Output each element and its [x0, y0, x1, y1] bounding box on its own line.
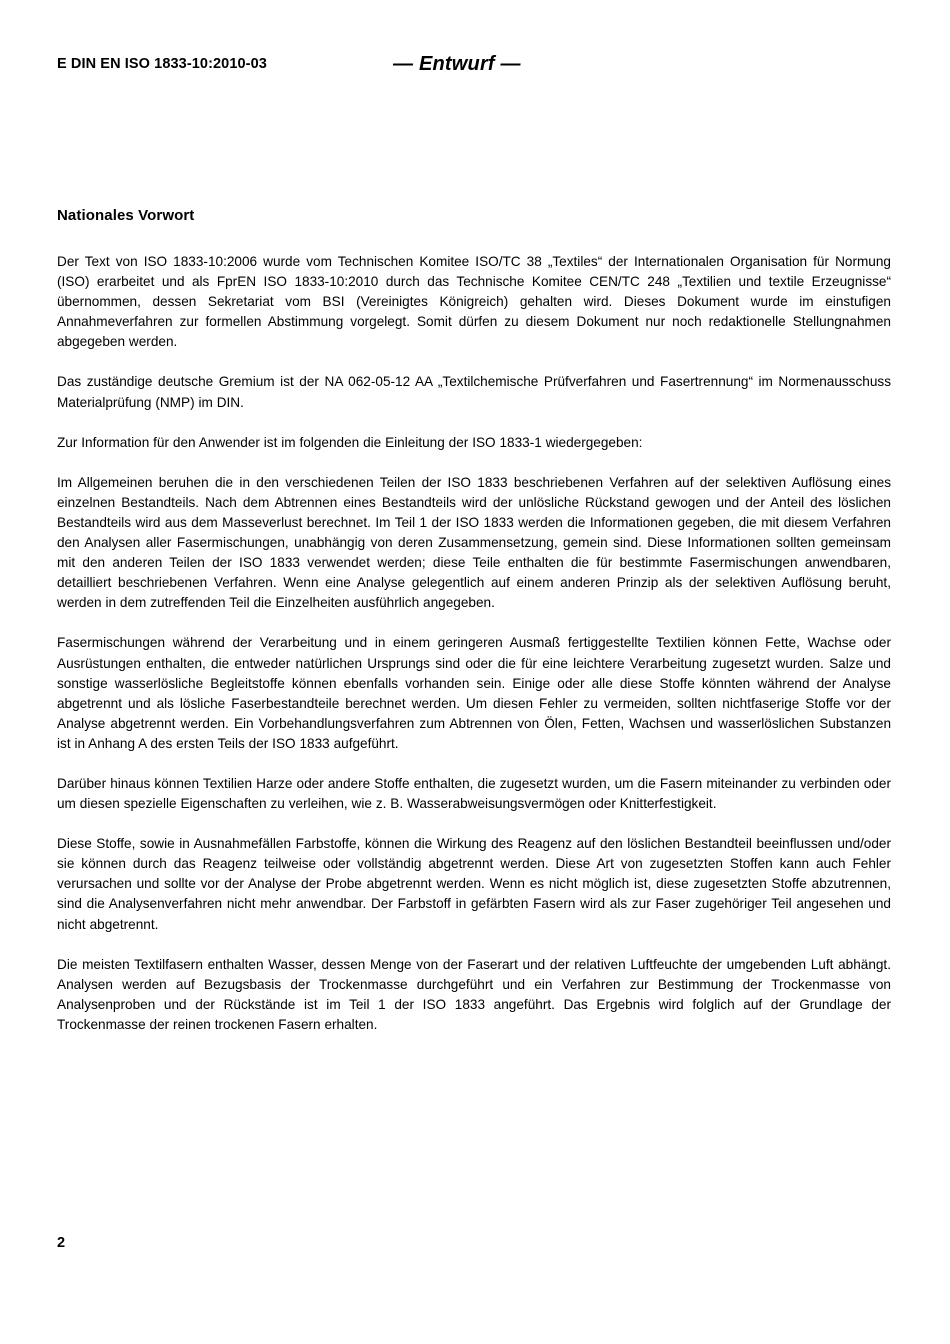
header-draft-mark: — Entwurf —	[393, 53, 521, 75]
page-number: 2	[57, 1235, 66, 1251]
paragraph-4: Im Allgemeinen beruhen die in den verschiedenen Teilen der ISO 1833 beschriebenen Verfahren auf der selektiven Auflösung eines einzelnen Bestandteils. Nach dem Abtrennen eines Bestandteils wird der unlösliche Rückstand gewogen und der Anteil des löslichen Bestandteils wird aus dem Masseverlust berechnet. Im Teil 1 der ISO 1833 werden die Informationen gegeben, die mit diesem Verfahren den Analysen aller Fasermischungen, unabhängig von deren Zusammensetzung, gemein sind. Diese Informationen sollten gemeinsam mit den anderen Teilen der ISO 1833 verwendet werden; diese Teile enthalten die für bestimmte Fasermischungen anwendbaren, detailliert beschriebenen Verfahren. Wenn eine Analyse gelegentlich auf einem anderen Prinzip als der selektiven Auflösung beruht, werden in dem zutreffenden Teil die Einzelheiten ausführlich angegeben.	[57, 474, 891, 611]
paragraph-7: Diese Stoffe, sowie in Ausnahmefällen Farbstoffe, können die Wirkung des Reagenz auf den löslichen Bestandteil beeinflussen und/oder sie können durch das Reagenz teilweise oder vollständig abgetrennt werden. Diese Art von zugesetzten Stoffen kann auch Fehler verursachen und sollte vor der Analyse der Probe abgetrennt werden. Wenn es nicht möglich ist, diese zugesetzten Stoffe abzutrennen, sind die Analysenverfahren nicht mehr anwendbar. Der Farbstoff in gefärbten Fasern wird als zur Faser zugehöriger Teil angesehen und nicht abgetrennt.	[57, 836, 891, 932]
page-header	[57, 54, 891, 80]
document-body	[57, 206, 891, 1035]
page-title: Nationales Vorwort	[57, 207, 195, 224]
paragraph-1: Der Text von ISO 1833-10:2006 wurde vom Technischen Komitee ISO/TC 38 „Textiles“ der Internationalen Organisation für Normung (ISO) erarbeitet und als FprEN ISO 1833-10:2010 durch das Technische Komitee CEN/TC 248 „Textilien und textile Erzeugnisse“ übernommen, dessen Sekretariat vom BSI (Vereinigtes Königreich) gehalten wird. Dieses Dokument wurde im einstufigen Annahmeverfahren zur formellen Abstimmung vorgelegt. Somit dürfen zu diesem Dokument nur noch redaktionelle Stellungnahmen abgegeben werden.	[57, 254, 891, 350]
header-standard-number: E DIN EN ISO 1833-10:2010-03	[57, 56, 267, 72]
paragraph-8: Die meisten Textilfasern enthalten Wasser, dessen Menge von der Faserart und der relativen Luftfeuchte der umgebenden Luft abhängt. Analysen werden auf Bezugsbasis der Trockenmasse durchgeführt und ein Verfahren zur Bestimmung der Trockenmasse von Analysenproben und der Rückstände ist im Teil 1 der ISO 1833 angeführt. Das Ergebnis wird folglich auf der Grundlage der Trockenmasse der reinen trockenen Fasern erhalten.	[57, 956, 891, 1032]
paragraph-2: Das zuständige deutsche Gremium ist der NA 062-05-12 AA „Textilchemische Prüfverfahren und Fasertrennung“ im Normenausschuss Materialprüfung (NMP) im DIN.	[57, 374, 891, 410]
paragraph-5: Fasermischungen während der Verarbeitung und in einem geringeren Ausmaß fertiggestellte Textilien können Fette, Wachse oder Ausrüstungen enthalten, die entweder natürlichen Ursprungs sind oder die für eine leichtere Verarbeitung zugesetzt wurden. Salze und sonstige wasserlösliche Begleitstoffe können ebenfalls vorhanden sein. Einige oder alle diese Stoffe könnten während der Analyse abgetrennt und als lösliche Faserbestandteile berechnet werden. Um diesen Fehler zu vermeiden, sollten nichtfaserige Stoffe vor der Analyse abgetrennt werden. Ein Vorbehandlungsverfahren zum Abtrennen von Ölen, Fetten, Wachsen und wasserlöslichen Substanzen ist in Anhang A des ersten Teils der ISO 1833 aufgeführt.	[57, 635, 891, 751]
paragraph-6: Darüber hinaus können Textilien Harze oder andere Stoffe enthalten, die zugesetzt wurden, um die Fasern miteinander zu verbinden oder um diesen spezielle Eigenschaften zu verleihen, wie z. B. Wasserabweisungsvermögen oder Knitterfestigkeit.	[57, 775, 891, 812]
paragraph-3: Zur Information für den Anwender ist im folgenden die Einleitung der ISO 1833-1 wiedergegeben:	[57, 434, 643, 450]
